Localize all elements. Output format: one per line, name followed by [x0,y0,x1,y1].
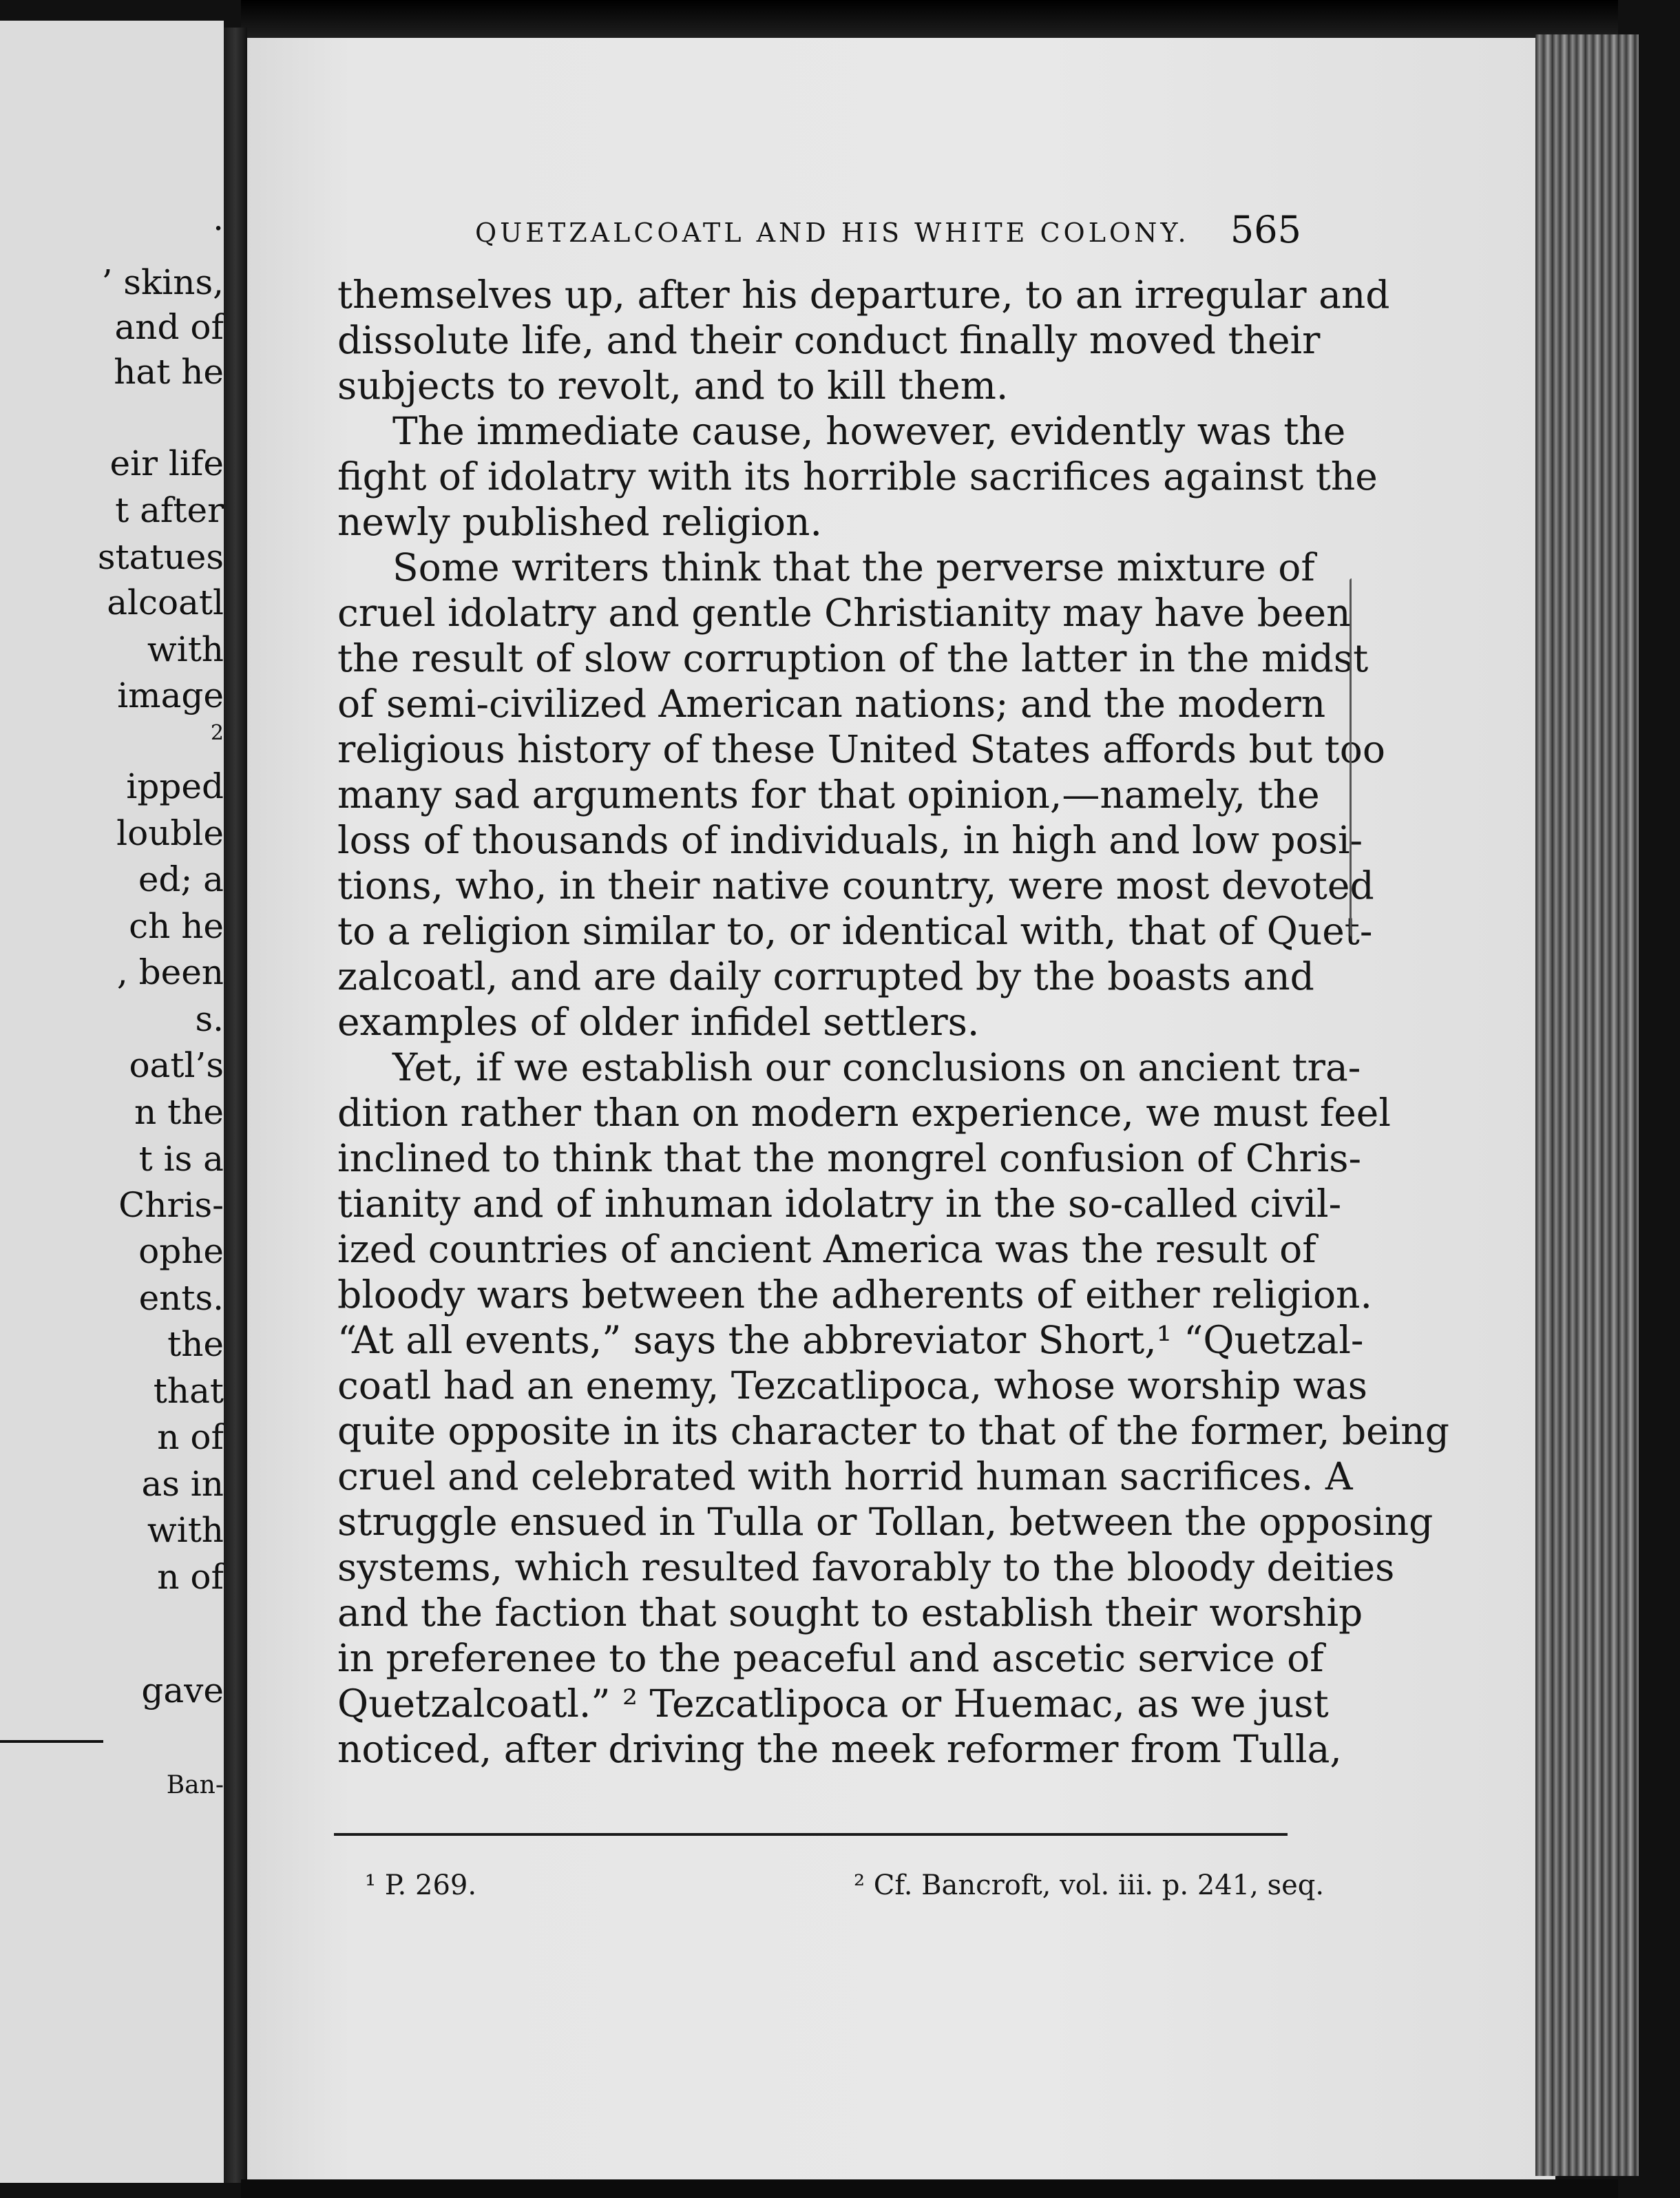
text-line: subjects to revolt, and to kill them. [337,364,1009,408]
text-line: dition rather than on modern experience, we must feel [337,1091,1391,1135]
left-line: t after [115,490,224,530]
page-stack-edges [1535,34,1639,2176]
left-line: n of [157,1557,224,1597]
text-line: in preferenee to the peaceful and ascetic service of [337,1636,1324,1680]
text-line: religious history of these United States affords but too [337,727,1386,771]
left-line: ’ skins, [101,262,224,302]
text-line: to a religion similar to, or identical with, that of Quet- [337,909,1373,953]
text-line: “At all events,” says the abbreviator Short,¹ “Quetzal- [337,1318,1364,1362]
text-line: many sad arguments for that opinion,—namely, the [337,773,1320,817]
text-line: zalcoatl, and are daily corrupted by the boasts and [337,954,1314,998]
text-line: newly published religion. [337,500,822,544]
text-line: loss of thousands of individuals, in high and low posi- [337,818,1363,862]
left-line: t is a [138,1139,224,1179]
left-line: image [117,676,224,715]
running-title: QUETZALCOATL AND HIS WHITE COLONY. [475,218,1190,248]
left-line: ed; a [138,859,224,899]
text-line: of semi-civilized American nations; and the modern [337,682,1326,726]
left-line: alcoatl [107,583,224,622]
text-line: The immediate cause, however, evidently was the [392,409,1346,453]
text-line: tions, who, in their native country, were most devoted [337,864,1374,908]
left-line: that [153,1371,224,1411]
text-line: cruel and celebrated with horrid human sacrifices. A [337,1454,1353,1498]
text-line: Some writers think that the perverse mixture of [392,545,1315,589]
left-line: 2 [210,721,224,745]
left-line: Ban- [166,1771,224,1799]
left-line: eir life [109,443,224,483]
text-line: inclined to think that the mongrel confusion of Chris- [337,1136,1362,1180]
footnote-1: ¹ P. 269. [365,1870,477,1901]
text-line: quite opposite in its character to that of the former, being [337,1409,1449,1453]
text-line: examples of older infidel settlers. [337,1000,980,1044]
book-top-edge [241,0,1618,41]
text-line: fight of idolatry with its horrible sacrifices against the [337,454,1378,499]
footnote-rule [334,1833,1288,1836]
left-line: n the [134,1092,224,1132]
text-line: noticed, after driving the meek reformer from Tulla, [337,1727,1342,1771]
text-line: systems, which resulted favorably to the bloody deities [337,1545,1395,1589]
left-line: , been [116,952,224,992]
left-line: statues [97,537,224,577]
left-line: ophe [138,1231,224,1271]
left-line: with [147,1510,224,1550]
text-line: cruel idolatry and gentle Christianity may have been [337,591,1351,635]
left-footnote-rule [0,1740,103,1743]
left-line: and of [114,307,224,347]
page-number: 565 [1230,208,1301,251]
text-line: bloody wars between the adherents of either religion. [337,1273,1372,1317]
text-line: the result of slow corruption of the latter in the midst [337,636,1369,680]
text-line: coatl had an enemy, Tezcatlipoca, whose worship was [337,1363,1367,1407]
text-line: ized countries of ancient America was the result of [337,1227,1316,1271]
left-line: Chris- [118,1185,224,1225]
running-header [475,208,1301,258]
body-text [337,272,1449,1772]
left-line: louble [116,813,224,853]
left-line: . [213,198,224,238]
left-line: s. [195,999,224,1039]
left-line: ents. [138,1278,224,1318]
left-line: ch he [129,906,224,946]
footnote-2: ² Cf. Bancroft, vol. iii. p. 241, seq. [854,1870,1325,1901]
margin-pencil-mark [1350,578,1356,936]
left-line: as in [141,1464,224,1504]
book-bottom-edge [241,2179,1618,2198]
left-line: oatl’s [129,1045,224,1085]
left-line: n of [157,1417,224,1457]
left-line: with [147,629,224,669]
text-line: and the faction that sought to establish their worship [337,1591,1363,1635]
text-line: tianity and of inhuman idolatry in the so-called civil- [337,1182,1342,1226]
book-gutter [224,28,247,2183]
left-line: hat he [114,352,224,392]
text-line: Quetzalcoatl.” ² Tezcatlipoca or Huemac, as we just [337,1682,1329,1726]
text-line: struggle ensued in Tulla or Tollan, between the opposing [337,1500,1434,1544]
left-line: ipped [126,766,224,806]
left-line: gave [141,1671,224,1710]
text-line: Yet, if we establish our conclusions on ancient tra- [392,1045,1361,1089]
text-line: themselves up, after his departure, to an irregular and [337,273,1390,317]
left-page-fragment [0,21,224,2183]
left-line: the [167,1324,224,1364]
text-line: dissolute life, and their conduct finally moved their [337,318,1321,362]
